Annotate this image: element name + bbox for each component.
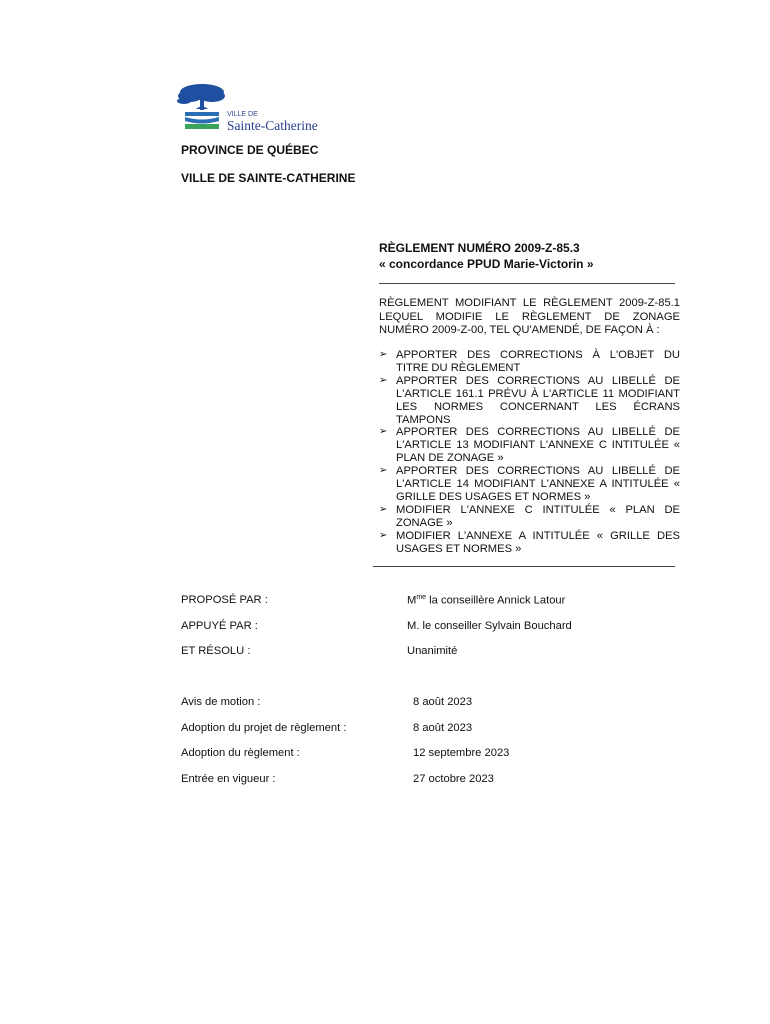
appuye-label: APPUYÉ PAR : [181, 620, 258, 632]
description-line: LEQUEL MODIFIE LE RÈGLEMENT DE ZONAGE [379, 310, 680, 323]
list-item: ➢ APPORTER DES CORRECTIONS AU LIBELLÉ DE L'ARTICLE 13 MODIFIANT L'ANNEXE C INTITULÉE « PLAN DE ZONAGE » [379, 426, 680, 465]
date-label: Adoption du règlement : [181, 747, 300, 759]
arrow-bullet-icon: ➢ [379, 349, 388, 360]
reglement-title-block [379, 240, 681, 272]
amendment-list [379, 349, 680, 556]
propose-label: PROPOSÉ PAR : [181, 594, 268, 606]
date-label: Adoption du projet de règlement : [181, 722, 347, 734]
reglement-description [379, 297, 680, 338]
reglement-subtitle: « concordance PPUD Marie-Victorin » [379, 257, 594, 271]
logo-city-name: Sainte-Catherine [227, 118, 318, 133]
tree-icon [176, 82, 228, 134]
date-value: 27 octobre 2023 [413, 773, 494, 785]
city-logo [176, 82, 346, 134]
divider [373, 566, 675, 567]
logo-small-text: VILLE DE [227, 111, 258, 118]
list-item: ➢ MODIFIER L'ANNEXE A INTITULÉE « GRILLE DES USAGES ET NORMES » [379, 529, 680, 555]
list-item: ➢ APPORTER DES CORRECTIONS AU LIBELLÉ DE L'ARTICLE 14 MODIFIANT L'ANNEXE A INTITULÉE « GRILLE DES USAGES ET NORMES » [379, 465, 680, 503]
reglement-number: RÈGLEMENT NUMÉRO 2009-Z-85.3 [379, 241, 580, 255]
date-value: 8 août 2023 [413, 696, 473, 708]
resolu-label: ET RÉSOLU : [181, 645, 251, 657]
ville-heading: VILLE DE SAINTE-CATHERINE [181, 171, 356, 185]
arrow-bullet-icon: ➢ [379, 529, 388, 541]
description-line: RÈGLEMENT MODIFIANT LE RÈGLEMENT 2009-Z-85.1 [379, 297, 680, 309]
province-heading: PROVINCE DE QUÉBEC [181, 143, 319, 157]
divider [379, 283, 675, 284]
date-label: Entrée en vigueur : [181, 773, 276, 785]
resolu-value: Unanimité [407, 645, 458, 657]
description-line: NUMÉRO 2009-Z-00, TEL QU'AMENDÉ, DE FAÇON À : [379, 324, 660, 336]
propose-value: $M^{me}$ la conseillère Annick Latour [407, 594, 566, 607]
arrow-bullet-icon: ➢ [379, 503, 388, 515]
date-value: 8 août 2023 [413, 722, 473, 734]
arrow-bullet-icon: ➢ [379, 465, 388, 477]
arrow-bullet-icon: ➢ [379, 374, 388, 386]
list-item: ➢ MODIFIER L'ANNEXE C INTITULÉE « PLAN DE ZONAGE » [379, 503, 680, 529]
date-label: Avis de motion : [181, 696, 261, 708]
appuye-value: M. le conseiller Sylvain Bouchard [407, 620, 572, 632]
list-item: ➢ APPORTER DES CORRECTIONS À L'OBJET DU TITRE DU RÈGLEMENT [379, 349, 680, 374]
list-item: ➢ APPORTER DES CORRECTIONS AU LIBELLÉ DE L'ARTICLE 161.1 PRÉVU À L'ARTICLE 11 MODIFIANT LES NORMES CONCERNANT LES ÉCRANS TAMPONS [379, 374, 680, 426]
arrow-bullet-icon: ➢ [379, 426, 388, 438]
date-value: 12 septembre 2023 [413, 747, 510, 759]
